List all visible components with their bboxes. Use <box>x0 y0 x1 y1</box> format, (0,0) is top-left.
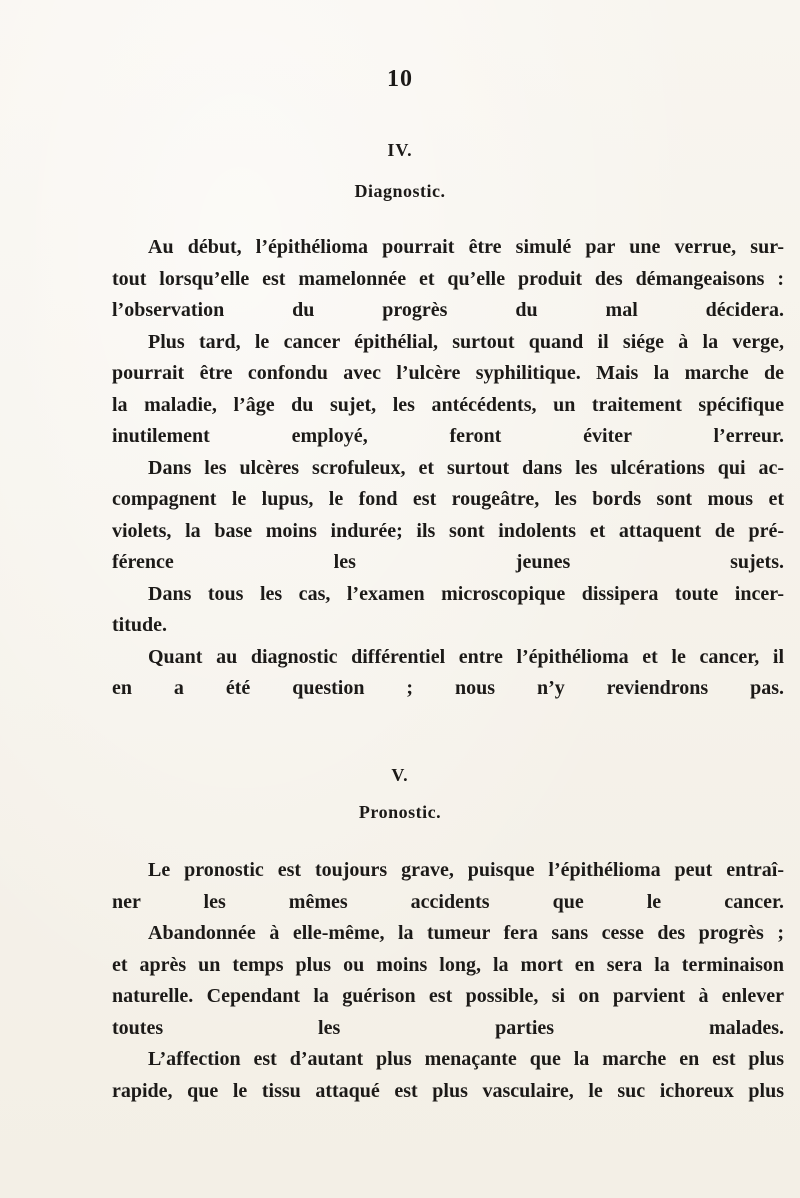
text-line <box>112 642 784 674</box>
line-text: violets, la base moins indurée; ils sont indolents et attaquent de pré- <box>112 519 784 542</box>
text-line <box>112 232 784 264</box>
section-number-iv: IV. <box>387 140 413 160</box>
section-title-pronostic: Pronostic. <box>358 802 442 822</box>
text-line <box>112 579 784 611</box>
text-line <box>112 327 784 359</box>
text-line <box>112 421 784 453</box>
line-text: toutes les parties malades. <box>112 1016 784 1039</box>
line-text: Abandonnée à elle-même, la tumeur fera sans cesse des progrès ; <box>148 922 784 944</box>
line-text: l’observation du progrès du mal décidera. <box>112 299 784 321</box>
text-line <box>112 1076 784 1108</box>
line-text: Quant au diagnostic différentiel entre l’épithélioma et le cancer, il <box>148 645 784 668</box>
text-line <box>112 1013 784 1045</box>
line-text: ner les mêmes accidents que le cancer. <box>112 890 784 913</box>
text-line <box>112 453 784 485</box>
line-text: pourrait être confondu avec l’ulcère syphilitique. Mais la marche de <box>112 362 784 384</box>
line-text: Plus tard, le cancer épithélial, surtout quand il siége à la verge, <box>148 330 784 353</box>
text-line <box>112 1044 784 1076</box>
text-line <box>112 610 784 642</box>
text-line <box>112 855 784 887</box>
section-number-v: V. <box>391 765 409 785</box>
section-title-diagnostic: Diagnostic. <box>354 181 446 201</box>
line-text: titude. <box>112 614 167 636</box>
text-line <box>112 484 784 516</box>
line-text: inutilement employé, feront éviter l’erreur. <box>112 425 784 447</box>
line-text: Le pronostic est toujours grave, puisque l’épithélioma peut entraî- <box>148 859 784 881</box>
line-text: la maladie, l’âge du sujet, les antécédents, un traitement spécifique <box>112 393 784 416</box>
line-text: et après un temps plus ou moins long, la mort en sera la terminaison <box>112 953 784 976</box>
line-text: Dans les ulcères scrofuleux, et surtout dans les ulcérations qui ac- <box>148 456 784 479</box>
line-text: naturelle. Cependant la guérison est possible, si on parvient à enlever <box>112 985 784 1007</box>
line-text: rapide, que le tissu attaqué est plus vasculaire, le suc ichoreux plus <box>112 1079 784 1102</box>
line-text: Dans tous les cas, l’examen microscopique dissipera toute incer- <box>148 582 784 605</box>
section-v-body <box>112 855 784 1107</box>
section-iv-body <box>112 232 784 705</box>
text-line <box>112 950 784 982</box>
text-line <box>112 516 784 548</box>
text-line <box>112 887 784 919</box>
text-line <box>112 390 784 422</box>
text-line <box>112 295 784 327</box>
line-text: férence les jeunes sujets. <box>112 551 784 573</box>
line-text: compagnent le lupus, le fond est rougeâtre, les bords sont mous et <box>112 488 784 510</box>
line-text: en a été question ; nous n’y reviendrons pas. <box>112 677 784 699</box>
text-line <box>112 981 784 1013</box>
text-line <box>112 358 784 390</box>
line-text: tout lorsqu’elle est mamelonnée et qu’elle produit des démangeaisons : <box>112 267 784 290</box>
text-line <box>112 547 784 579</box>
text-line <box>112 918 784 950</box>
line-text: Au début, l’épithélioma pourrait être simulé par une verrue, sur- <box>148 236 784 258</box>
page-number: 10 <box>387 66 413 92</box>
text-line <box>112 673 784 705</box>
text-line <box>112 264 784 296</box>
line-text: L’affection est d’autant plus menaçante que la marche en est plus <box>148 1048 784 1070</box>
